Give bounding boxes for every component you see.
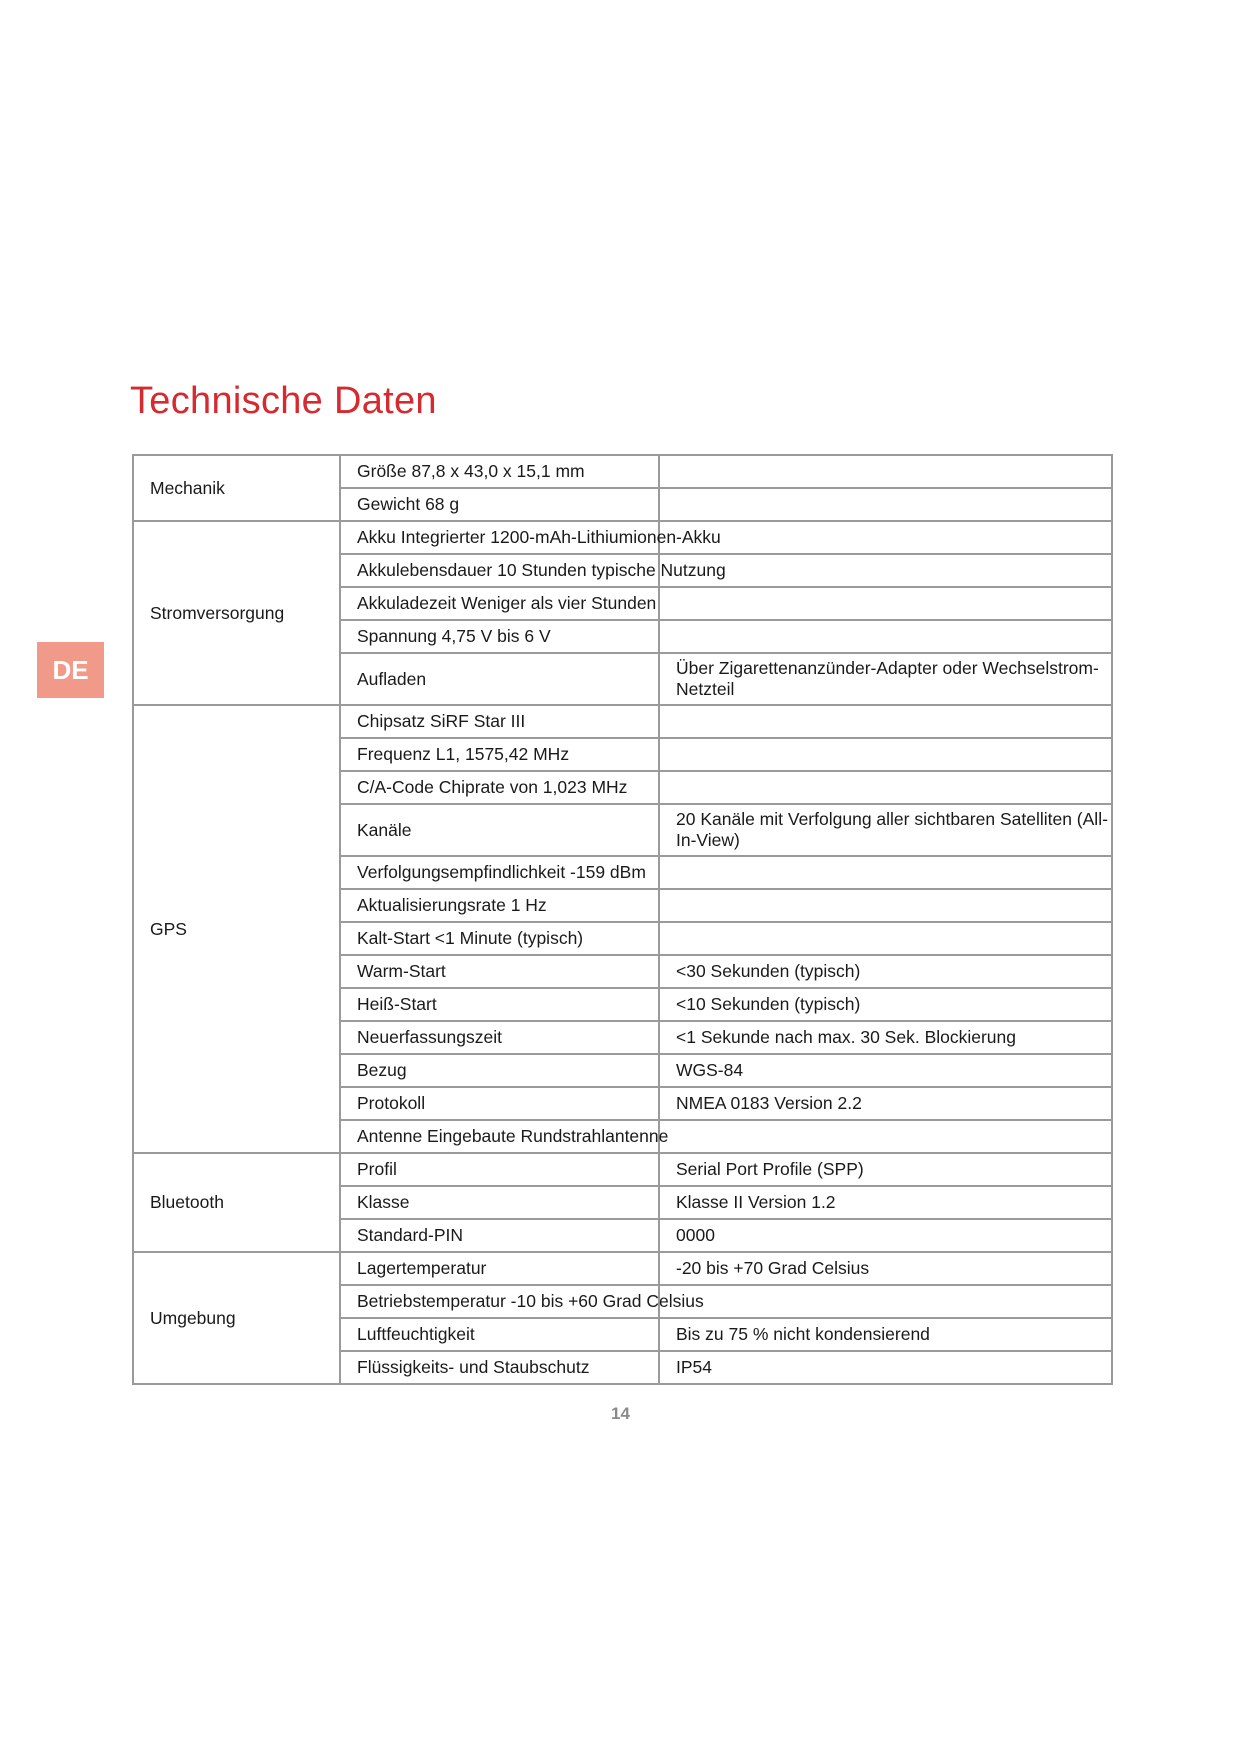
spec-name: Akkuladezeit Weniger als vier Stunden [340,587,659,620]
spec-name: Warm-Start [340,955,659,988]
spec-name: Verfolgungsempfindlichkeit -159 dBm [340,856,659,889]
category-label: Bluetooth [133,1153,340,1252]
spec-value: Bis zu 75 % nicht kondensierend [659,1318,1112,1351]
spec-name: Lagertemperatur [340,1252,659,1285]
category-label: GPS [133,705,340,1153]
category-label: Stromversorgung [133,521,340,705]
spec-value: WGS-84 [659,1054,1112,1087]
spec-name: Akku Integrierter 1200-mAh-Lithiumionen-Akku [340,521,659,554]
spec-row [133,521,1112,554]
spec-value [659,521,1112,554]
spec-value: IP54 [659,1351,1112,1384]
spec-value [659,488,1112,521]
category-label: Umgebung [133,1252,340,1384]
spec-name: Heiß-Start [340,988,659,1021]
spec-row [133,1153,1112,1186]
spec-name: Protokoll [340,1087,659,1120]
spec-name: Klasse [340,1186,659,1219]
spec-name: Chipsatz SiRF Star III [340,705,659,738]
spec-value: <30 Sekunden (typisch) [659,955,1112,988]
spec-name: Aufladen [340,653,659,705]
spec-value [659,620,1112,653]
spec-name: Aktualisierungsrate 1 Hz [340,889,659,922]
spec-name: Kanäle [340,804,659,856]
spec-name: Gewicht 68 g [340,488,659,521]
spec-value: 20 Kanäle mit Verfolgung aller sichtbaren Satelliten (All-In-View) [659,804,1112,856]
spec-value: <1 Sekunde nach max. 30 Sek. Blockierung [659,1021,1112,1054]
spec-value [659,889,1112,922]
spec-name: C/A-Code Chiprate von 1,023 MHz [340,771,659,804]
spec-value [659,771,1112,804]
spec-name: Akkulebensdauer 10 Stunden typische Nutzung [340,554,659,587]
spec-table [132,454,1113,1385]
page-title: Technische Daten [130,380,437,422]
spec-value [659,705,1112,738]
spec-value [659,1285,1112,1318]
page-number: 14 [611,1404,630,1423]
spec-name: Antenne Eingebaute Rundstrahlantenne [340,1120,659,1153]
spec-value: Über Zigarettenanzünder-Adapter oder Wechselstrom-Netzteil [659,653,1112,705]
language-tab: DE [37,642,104,698]
spec-value [659,738,1112,771]
spec-value: -20 bis +70 Grad Celsius [659,1252,1112,1285]
spec-value [659,554,1112,587]
spec-row [133,1252,1112,1285]
spec-name: Spannung 4,75 V bis 6 V [340,620,659,653]
category-label: Mechanik [133,455,340,521]
spec-row [133,455,1112,488]
spec-name: Größe 87,8 x 43,0 x 15,1 mm [340,455,659,488]
spec-value: NMEA 0183 Version 2.2 [659,1087,1112,1120]
spec-value [659,856,1112,889]
spec-name: Neuerfassungszeit [340,1021,659,1054]
spec-name: Frequenz L1, 1575,42 MHz [340,738,659,771]
spec-value [659,1120,1112,1153]
spec-value [659,587,1112,620]
spec-row [133,705,1112,738]
spec-name: Bezug [340,1054,659,1087]
spec-value: 0000 [659,1219,1112,1252]
spec-name: Flüssigkeits- und Staubschutz [340,1351,659,1384]
spec-value [659,455,1112,488]
spec-name: Luftfeuchtigkeit [340,1318,659,1351]
spec-value: Serial Port Profile (SPP) [659,1153,1112,1186]
spec-name: Standard-PIN [340,1219,659,1252]
spec-name: Profil [340,1153,659,1186]
spec-value [659,922,1112,955]
spec-name: Kalt-Start <1 Minute (typisch) [340,922,659,955]
spec-value: <10 Sekunden (typisch) [659,988,1112,1021]
spec-value: Klasse II Version 1.2 [659,1186,1112,1219]
spec-name: Betriebstemperatur -10 bis +60 Grad Celsius [340,1285,659,1318]
